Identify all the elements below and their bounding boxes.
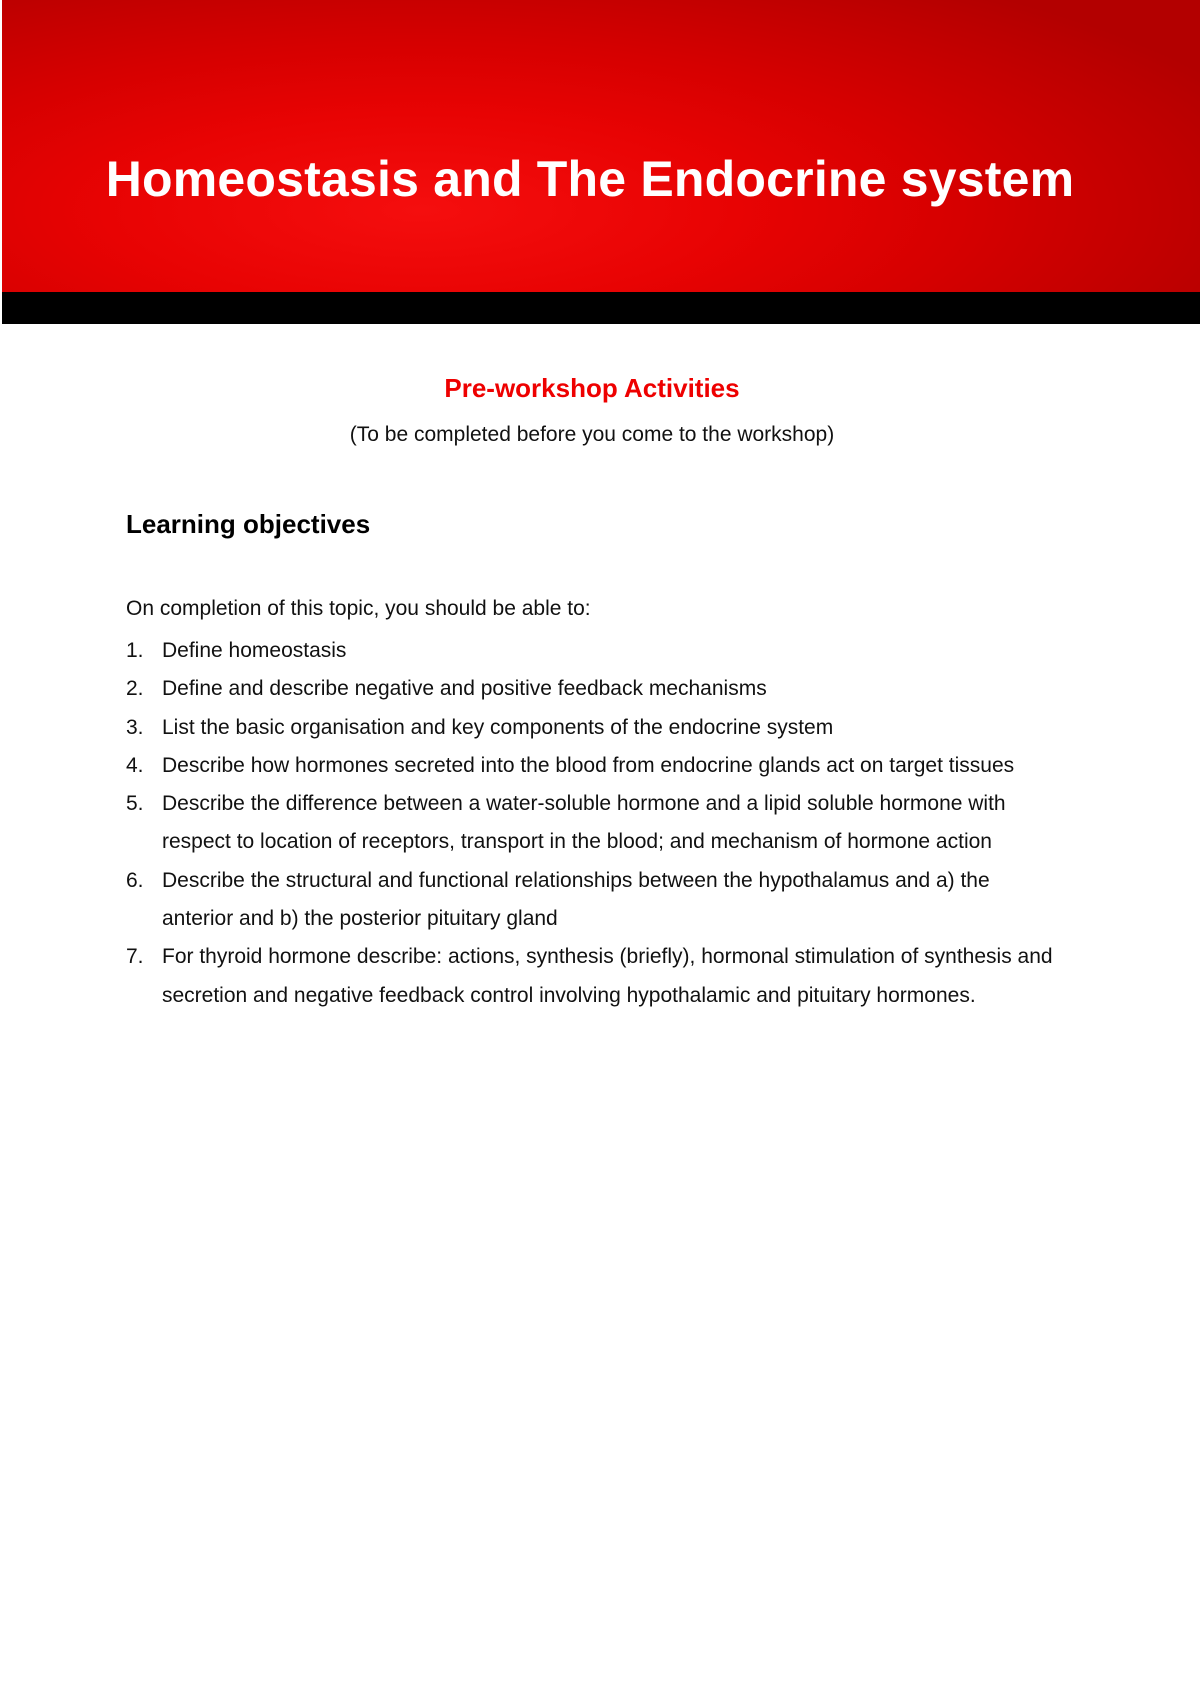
list-item-text: Describe the structural and functional relationships between the hypothalamus and a) the anterior and b) the posterior pituitary gland (162, 868, 990, 931)
section-subtitle: Pre-workshop Activities (444, 373, 740, 403)
objectives-list (126, 632, 1066, 1015)
completion-note: (To be completed before you come to the workshop) (349, 423, 835, 446)
learning-objectives-heading: Learning objectives (126, 509, 371, 539)
document-title: Homeostasis and The Endocrine system (105, 151, 1075, 207)
list-item-number: 5. (126, 792, 144, 816)
list-item (126, 670, 1066, 708)
list-item-number: 4. (126, 753, 144, 777)
list-item (126, 862, 1066, 939)
list-item (126, 938, 1066, 1015)
list-item-text: List the basic organisation and key components of the endocrine system (162, 715, 834, 739)
list-item-text: Define and describe negative and positive feedback mechanisms (162, 677, 767, 701)
list-item-number: 7. (126, 945, 144, 969)
list-item-text: Describe how hormones secreted into the blood from endocrine glands act on target tissues (162, 753, 1015, 777)
list-item-text: Describe the difference between a water-soluble hormone and a lipid soluble hormone with respect to location of receptors, transport in the blood; and mechanism of hormone action (162, 792, 1006, 854)
list-item-number: 2. (126, 677, 144, 701)
list-item (126, 632, 1066, 670)
list-item-text: Define homeostasis (162, 639, 347, 662)
list-item-number: 3. (126, 715, 144, 739)
banner-underline-bar (2, 292, 1200, 324)
list-item (126, 785, 1066, 862)
objectives-intro: On completion of this topic, you should be able to: (126, 597, 591, 620)
list-item-number: 1. (126, 639, 144, 662)
list-item (126, 747, 1066, 785)
list-item-text: For thyroid hormone describe: actions, synthesis (briefly), hormonal stimulation of synthesis and secretion and negative feedback control involving hypothalamic and pituitary hormones. (162, 945, 1053, 1007)
list-item-number: 6. (126, 868, 144, 892)
list-item (126, 709, 1066, 747)
